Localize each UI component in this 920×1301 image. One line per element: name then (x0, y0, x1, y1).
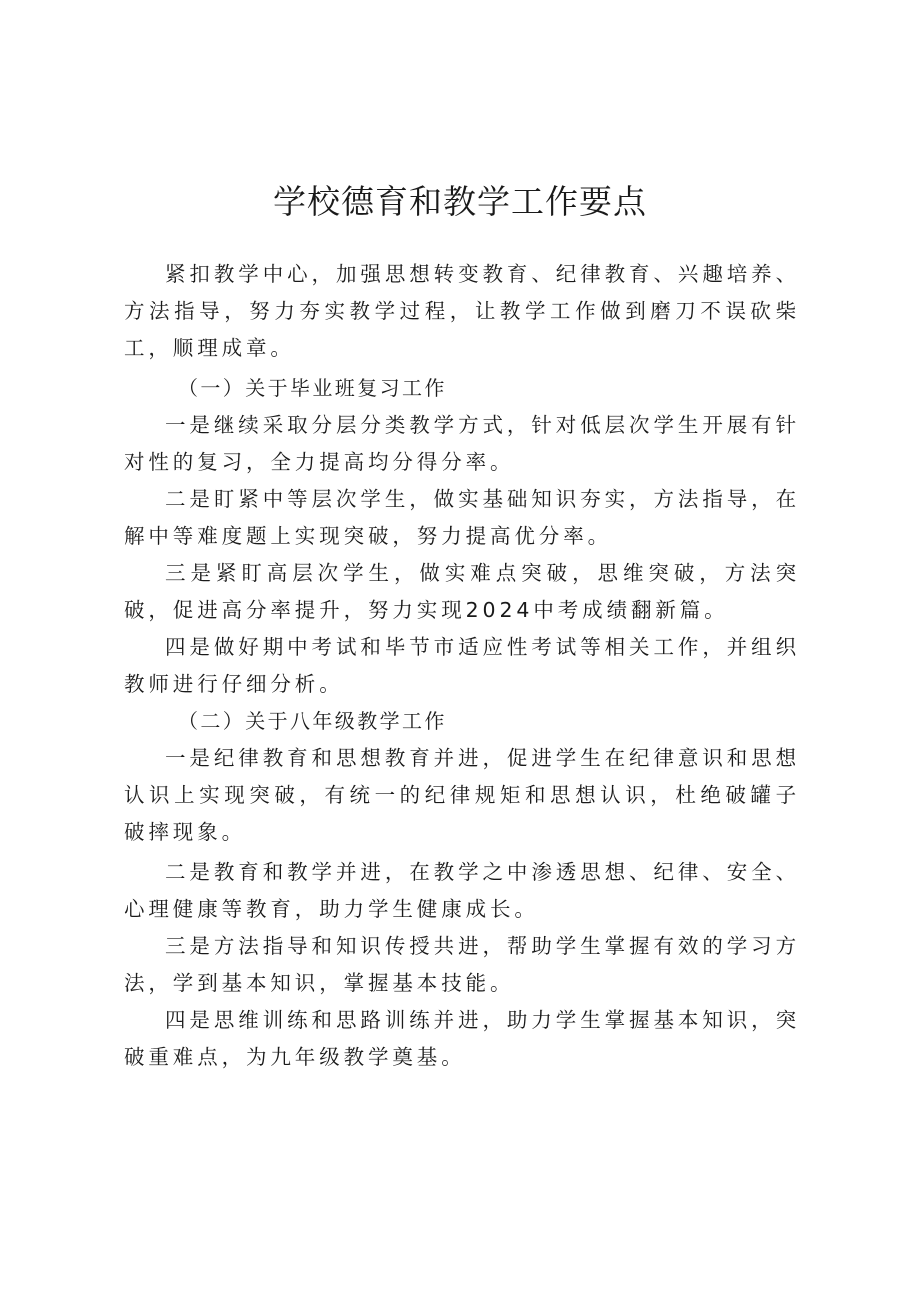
document-title: 学校德育和教学工作要点 (273, 182, 647, 221)
section-heading-grade-eight: （二）关于八年级教学工作 (178, 709, 447, 733)
section-2-item-2: 二是教育和教学并进，在教学之中渗透思想、纪律、安全、心理健康等教育，助力学生健康成长。 (124, 860, 800, 921)
section-1-item-4: 四是做好期中考试和毕节市适应性考试等相关工作，并组织教师进行仔细分析。 (124, 635, 800, 696)
section-1-item-1: 一是继续采取分层分类教学方式，针对低层次学生开展有针对性的复习，全力提高均分得分率。 (124, 413, 800, 474)
section-1-item-3: 三是紧盯高层次学生，做实难点突破，思维突破，方法突破，促进高分率提升，努力实现2024中考成绩翻新篇。 (124, 561, 800, 622)
section-2-item-4: 四是思维训练和思路训练并进，助力学生掌握基本知识，突破重难点，为九年级教学奠基。 (124, 1008, 800, 1069)
section-2-item-3: 三是方法指导和知识传授共进，帮助学生掌握有效的学习方法，学到基本知识，掌握基本技能。 (124, 934, 800, 995)
intro-paragraph: 紧扣教学中心，加强思想转变教育、纪律教育、兴趣培养、方法指导，努力夯实教学过程，让教学工作做到磨刀不误砍柴工，顺理成章。 (124, 262, 800, 360)
section-1-item-2: 二是盯紧中等层次学生，做实基础知识夯实，方法指导，在解中等难度题上实现突破，努力提高优分率。 (124, 487, 800, 548)
document-body (124, 256, 800, 1076)
section-heading-graduating-class: （一）关于毕业班复习工作 (178, 376, 447, 400)
section-2-item-1: 一是纪律教育和思想教育并进，促进学生在纪律意识和思想认识上实现突破，有统一的纪律规矩和思想认识，杜绝破罐子破摔现象。 (124, 746, 800, 844)
